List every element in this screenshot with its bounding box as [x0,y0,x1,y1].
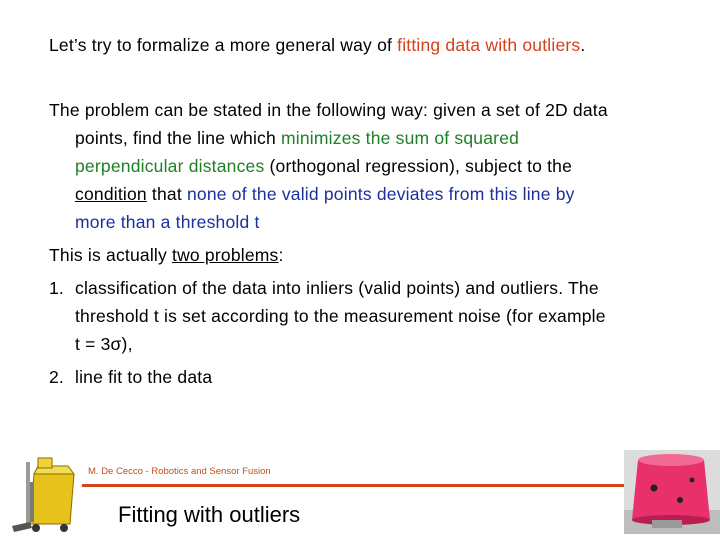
problem-green-2: minimizes the sum of squared [281,128,520,148]
problem-line-2 [49,124,689,152]
intro-paragraph [49,31,585,59]
two-text: This is actually [49,245,173,265]
slide-title: Fitting with outliers [118,502,301,527]
item1-line-1: classification of the data into inliers (valid points) and outliers. The [75,278,599,298]
intro-text: Let’s try to formalize a more general way of [49,35,398,55]
item2-line-1: line fit to the data [75,367,213,387]
intro-highlight: fitting data with outliers [397,35,581,55]
intro-end: . [580,35,586,55]
item1-line-2: threshold t is set according to the measurement noise (for example [75,306,606,326]
list-number: 2. [49,367,64,387]
problem-text-2: points, find the line which [75,128,281,148]
pink-cone-robot-photo [624,450,720,534]
problem-green-3: perpendicular distances [75,156,265,176]
problem-line-3 [49,152,689,180]
problem-condition: condition [75,184,147,204]
problem-blue-4: none of the valid points deviates from this line by [186,184,575,204]
two-problems-line [49,241,284,269]
problem-text-4: that [146,184,187,204]
two-colon: : [278,245,284,265]
problem-text-3: (orthogonal regression), subject to the [264,156,573,176]
forklift-robot-icon [8,452,80,534]
problem-paragraph [49,96,689,236]
item1-line-3: t = 3σ), [75,334,133,354]
list-item [49,363,695,391]
problem-line-1: The problem can be stated in the following way: given a set of 2D data [49,100,608,120]
footer-author: M. De Cecco - Robotics and Sensor Fusion [88,466,271,477]
problem-line-4 [49,180,689,208]
two-underlined: two problems [172,245,279,265]
footer-divider [82,484,626,487]
list-item [49,274,695,358]
list-number: 1. [49,278,64,298]
problem-blue-5: more than a threshold t [75,212,260,232]
